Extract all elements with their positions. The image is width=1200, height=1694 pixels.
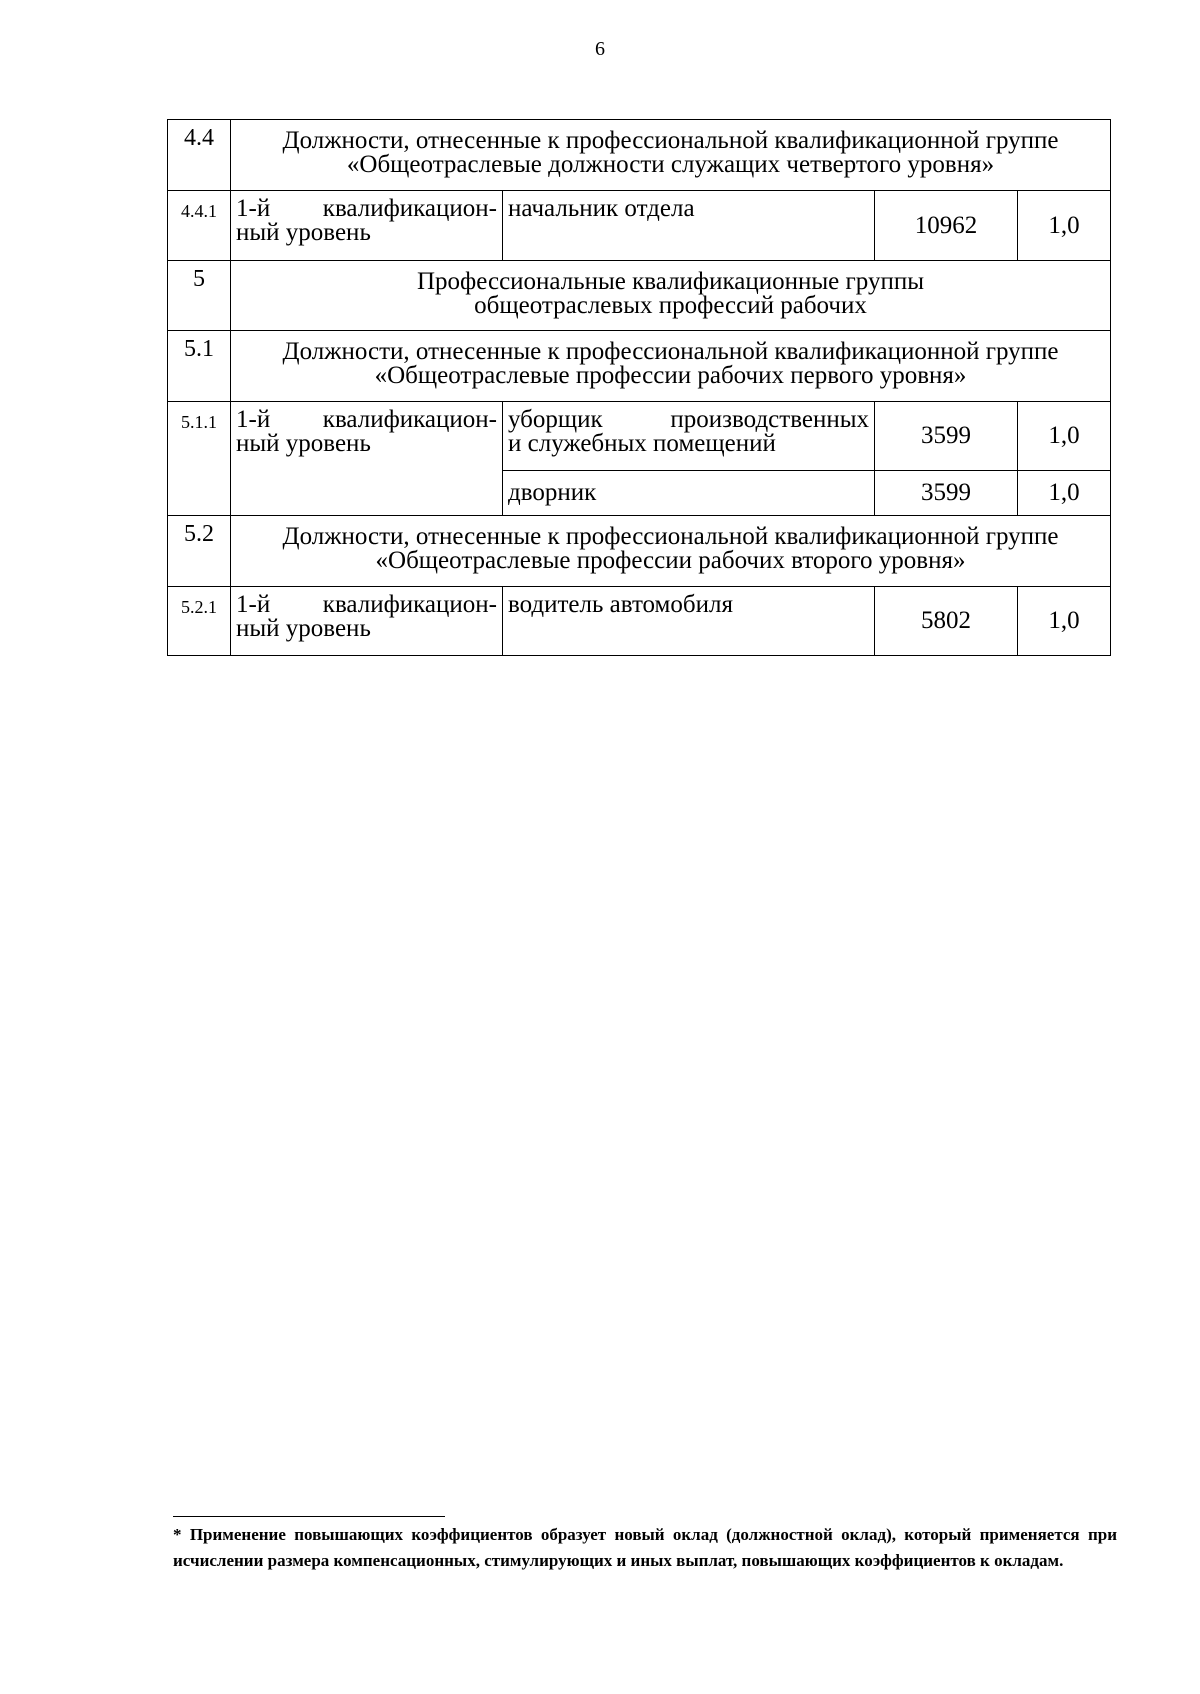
- footnote-text: * Применение повышающих коэффициентов образует новый оклад (должностной оклад), который применяется при исчислении размера компенсационных, стимулирующих и иных выплат, повышающих коэффициентов к окладам.: [173, 1525, 1117, 1570]
- page-number: 6: [595, 38, 605, 60]
- row-number: 5.2.1: [168, 587, 231, 656]
- salary-value: 5802: [875, 587, 1018, 656]
- group-heading-line: «Общеотраслевые должности служащих четвертого уровня»: [346, 151, 995, 178]
- level-line: ный уровень: [236, 430, 371, 457]
- group-heading: [231, 331, 1111, 402]
- row-number: 5.1: [168, 331, 231, 402]
- row-number: 5: [168, 261, 231, 331]
- qualification-table: [167, 119, 1111, 656]
- group-heading-line: «Общеотраслевые профессии рабочих первого уровня»: [374, 362, 967, 389]
- group-heading-line: Должности, отнесенные к профессиональной квалификационной группе: [282, 127, 1059, 154]
- table-row-5: [168, 261, 1111, 331]
- group-heading: [231, 516, 1111, 587]
- level-line: 1-й квалификацион-: [236, 591, 497, 618]
- qualification-level: [231, 587, 503, 656]
- group-heading-line: общеотраслевых профессий рабочих: [474, 292, 867, 319]
- coefficient-value: 1,0: [1018, 587, 1111, 656]
- salary-value: 3599: [875, 402, 1018, 471]
- qualification-level: [231, 402, 503, 516]
- position-line: уборщик производственных: [508, 406, 869, 433]
- group-heading: [231, 120, 1111, 191]
- table-row-4-4: [168, 120, 1111, 191]
- position-name: дворник: [503, 471, 875, 516]
- position-name: начальник отдела: [503, 191, 875, 261]
- position-name: [503, 402, 875, 471]
- table-row-5-1: [168, 331, 1111, 402]
- group-heading-line: Должности, отнесенные к профессиональной квалификационной группе: [282, 338, 1059, 365]
- row-number: 4.4.1: [168, 191, 231, 261]
- table-row-5-2-1: [168, 587, 1111, 656]
- table-row-5-2: [168, 516, 1111, 587]
- position-line: и служебных помещений: [508, 430, 776, 457]
- coefficient-value: 1,0: [1018, 471, 1111, 516]
- qualification-level: [231, 191, 503, 261]
- row-number: 5.2: [168, 516, 231, 587]
- group-heading-line: Профессиональные квалификационные группы: [417, 268, 925, 295]
- row-number: 4.4: [168, 120, 231, 191]
- position-name: водитель автомобиля: [503, 587, 875, 656]
- level-line: 1-й квалификацион-: [236, 406, 497, 433]
- level-line: ный уровень: [236, 219, 371, 246]
- group-heading-line: Должности, отнесенные к профессиональной квалификационной группе: [282, 523, 1059, 550]
- row-number: 5.1.1: [168, 402, 231, 516]
- salary-value: 10962: [875, 191, 1018, 261]
- salary-value: 3599: [875, 471, 1018, 516]
- group-heading-line: «Общеотраслевые профессии рабочих второго уровня»: [375, 547, 966, 574]
- group-heading: [231, 261, 1111, 331]
- level-line: 1-й квалификацион-: [236, 195, 497, 222]
- footnote-divider: [173, 1516, 445, 1517]
- coefficient-value: 1,0: [1018, 402, 1111, 471]
- coefficient-value: 1,0: [1018, 191, 1111, 261]
- table-row-4-4-1: [168, 191, 1111, 261]
- level-line: ный уровень: [236, 615, 371, 642]
- table-row-5-1-1: [168, 402, 1111, 471]
